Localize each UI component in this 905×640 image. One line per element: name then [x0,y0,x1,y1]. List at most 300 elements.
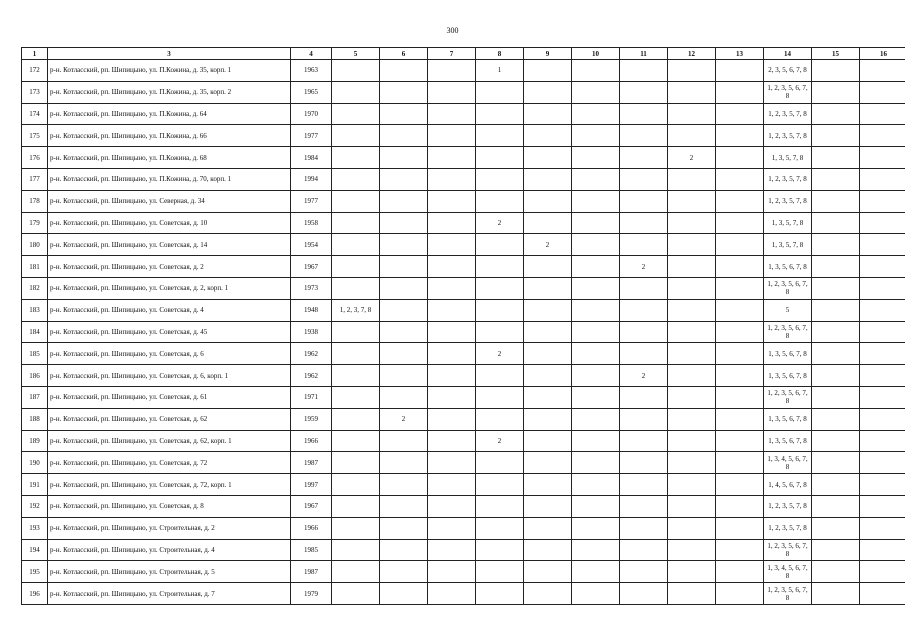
column-header: 3 [48,48,291,60]
value-cell-16 [860,495,905,517]
value-cell-16 [860,234,905,256]
value-cell-5 [332,277,380,299]
table-row [22,430,905,452]
value-cell-7 [428,408,476,430]
value-cell-15 [812,321,860,343]
value-cell-15 [812,365,860,387]
value-cell-11 [620,452,668,474]
value-cell-15 [812,583,860,605]
value-cell-13 [716,212,764,234]
address-cell: р-н. Котласский, рп. Шипицыно, ул. Строительная, д. 5 [48,561,291,583]
value-cell-6 [380,256,428,278]
value-cell-7 [428,365,476,387]
column-header: 16 [860,48,905,60]
value-cell-7 [428,277,476,299]
address-cell: р-н. Котласский, рп. Шипицыно, ул. Северная, д. 34 [48,190,291,212]
value-cell-16 [860,539,905,561]
table-row [22,343,905,365]
value-cell-14: 1, 3, 5, 7, 8 [764,212,812,234]
value-cell-9 [524,190,572,212]
value-cell-8 [476,103,524,125]
value-cell-11: 2 [620,365,668,387]
value-cell-7 [428,452,476,474]
value-cell-8 [476,408,524,430]
value-cell-13 [716,168,764,190]
row-number-cell: 181 [22,256,48,278]
value-cell-7 [428,517,476,539]
value-cell-8 [476,168,524,190]
value-cell-9 [524,365,572,387]
address-cell: р-н. Котласский, рп. Шипицыно, ул. П.Кожина, д. 35, корп. 1 [48,60,291,82]
address-cell: р-н. Котласский, рп. Шипицыно, ул. Советская, д. 8 [48,495,291,517]
year-cell: 1987 [291,561,332,583]
value-cell-10 [572,81,620,103]
column-header: 13 [716,48,764,60]
value-cell-13 [716,386,764,408]
value-cell-5 [332,168,380,190]
value-cell-15 [812,495,860,517]
value-cell-16 [860,212,905,234]
value-cell-13 [716,190,764,212]
column-header: 12 [668,48,716,60]
value-cell-6 [380,147,428,169]
value-cell-8 [476,190,524,212]
row-number-cell: 178 [22,190,48,212]
value-cell-7 [428,81,476,103]
address-cell: р-н. Котласский, рп. Шипицыно, ул. П.Кожина, д. 66 [48,125,291,147]
value-cell-9 [524,452,572,474]
value-cell-10 [572,517,620,539]
year-cell: 1959 [291,408,332,430]
value-cell-11 [620,125,668,147]
value-cell-6 [380,452,428,474]
value-cell-11 [620,277,668,299]
value-cell-10 [572,299,620,321]
year-cell: 1977 [291,125,332,147]
value-cell-6 [380,190,428,212]
value-cell-9 [524,212,572,234]
value-cell-9 [524,583,572,605]
value-cell-7 [428,343,476,365]
value-cell-14: 2, 3, 5, 6, 7, 8 [764,60,812,82]
value-cell-14: 1, 2, 3, 5, 6, 7, 8 [764,583,812,605]
column-header: 7 [428,48,476,60]
year-cell: 1963 [291,60,332,82]
value-cell-7 [428,474,476,496]
value-cell-10 [572,256,620,278]
address-cell: р-н. Котласский, рп. Шипицыно, ул. П.Кожина, д. 68 [48,147,291,169]
value-cell-6 [380,81,428,103]
value-cell-5 [332,60,380,82]
value-cell-10 [572,539,620,561]
value-cell-16 [860,256,905,278]
table-row [22,190,905,212]
value-cell-12 [668,234,716,256]
value-cell-15 [812,474,860,496]
value-cell-16 [860,125,905,147]
value-cell-12 [668,321,716,343]
value-cell-11 [620,386,668,408]
value-cell-11 [620,430,668,452]
value-cell-8 [476,561,524,583]
address-cell: р-н. Котласский, рп. Шипицыно, ул. Советская, д. 62, корп. 1 [48,430,291,452]
value-cell-9 [524,517,572,539]
address-cell: р-н. Котласский, рп. Шипицыно, ул. Советская, д. 45 [48,321,291,343]
row-number-cell: 173 [22,81,48,103]
year-cell: 1967 [291,256,332,278]
value-cell-14: 1, 3, 5, 7, 8 [764,147,812,169]
value-cell-8 [476,277,524,299]
value-cell-12 [668,583,716,605]
value-cell-15 [812,517,860,539]
value-cell-8 [476,321,524,343]
value-cell-6 [380,299,428,321]
value-cell-11 [620,234,668,256]
column-header: 6 [380,48,428,60]
value-cell-5 [332,321,380,343]
value-cell-11 [620,408,668,430]
value-cell-16 [860,190,905,212]
value-cell-15 [812,408,860,430]
value-cell-8 [476,452,524,474]
value-cell-10 [572,60,620,82]
year-cell: 1938 [291,321,332,343]
value-cell-15 [812,60,860,82]
address-cell: р-н. Котласский, рп. Шипицыно, ул. Советская, д. 4 [48,299,291,321]
value-cell-7 [428,583,476,605]
value-cell-10 [572,321,620,343]
table-row [22,517,905,539]
row-number-cell: 174 [22,103,48,125]
value-cell-5 [332,103,380,125]
value-cell-6 [380,234,428,256]
value-cell-15 [812,190,860,212]
value-cell-16 [860,60,905,82]
value-cell-11 [620,343,668,365]
value-cell-14: 5 [764,299,812,321]
value-cell-10 [572,125,620,147]
value-cell-12 [668,474,716,496]
column-header: 14 [764,48,812,60]
address-cell: р-н. Котласский, рп. Шипицыно, ул. Советская, д. 6 [48,343,291,365]
address-cell: р-н. Котласский, рп. Шипицыно, ул. П.Кожина, д. 70, корп. 1 [48,168,291,190]
value-cell-14: 1, 2, 3, 5, 6, 7, 8 [764,81,812,103]
value-cell-6 [380,539,428,561]
year-cell: 1977 [291,190,332,212]
address-cell: р-н. Котласский, рп. Шипицыно, ул. Советская, д. 2 [48,256,291,278]
table-row [22,495,905,517]
value-cell-5 [332,256,380,278]
value-cell-13 [716,343,764,365]
value-cell-15 [812,386,860,408]
year-cell: 1954 [291,234,332,256]
value-cell-16 [860,299,905,321]
value-cell-13 [716,103,764,125]
value-cell-8 [476,256,524,278]
address-cell: р-н. Котласский, рп. Шипицыно, ул. Строительная, д. 7 [48,583,291,605]
row-number-cell: 187 [22,386,48,408]
value-cell-10 [572,452,620,474]
value-cell-14: 1, 2, 3, 5, 7, 8 [764,517,812,539]
value-cell-6 [380,583,428,605]
row-number-cell: 190 [22,452,48,474]
value-cell-15 [812,343,860,365]
value-cell-13 [716,365,764,387]
value-cell-16 [860,430,905,452]
value-cell-12 [668,343,716,365]
year-cell: 1967 [291,495,332,517]
value-cell-16 [860,474,905,496]
value-cell-5 [332,561,380,583]
year-cell: 1994 [291,168,332,190]
value-cell-12 [668,517,716,539]
value-cell-12 [668,408,716,430]
value-cell-12 [668,125,716,147]
value-cell-13 [716,474,764,496]
address-cell: р-н. Котласский, рп. Шипицыно, ул. Советская, д. 10 [48,212,291,234]
value-cell-14: 1, 2, 3, 5, 6, 7, 8 [764,539,812,561]
row-number-cell: 192 [22,495,48,517]
value-cell-9 [524,277,572,299]
value-cell-5 [332,343,380,365]
value-cell-11 [620,103,668,125]
value-cell-8 [476,583,524,605]
value-cell-10 [572,365,620,387]
value-cell-15 [812,103,860,125]
value-cell-8 [476,125,524,147]
value-cell-12 [668,430,716,452]
value-cell-12 [668,452,716,474]
value-cell-6 [380,474,428,496]
value-cell-11 [620,190,668,212]
value-cell-10 [572,190,620,212]
value-cell-5 [332,81,380,103]
value-cell-14: 1, 2, 3, 5, 7, 8 [764,125,812,147]
year-cell: 1966 [291,430,332,452]
value-cell-9 [524,103,572,125]
value-cell-13 [716,60,764,82]
value-cell-5 [332,430,380,452]
value-cell-5 [332,125,380,147]
row-number-cell: 191 [22,474,48,496]
value-cell-6 [380,212,428,234]
row-number-cell: 175 [22,125,48,147]
table-row [22,81,905,103]
value-cell-13 [716,539,764,561]
value-cell-16 [860,386,905,408]
value-cell-9 [524,81,572,103]
value-cell-9 [524,147,572,169]
table-row [22,103,905,125]
value-cell-8: 2 [476,430,524,452]
value-cell-10 [572,561,620,583]
value-cell-13 [716,234,764,256]
value-cell-8: 1 [476,60,524,82]
value-cell-5 [332,474,380,496]
year-cell: 1987 [291,452,332,474]
value-cell-10 [572,583,620,605]
value-cell-13 [716,561,764,583]
year-cell: 1971 [291,386,332,408]
value-cell-16 [860,103,905,125]
value-cell-7 [428,60,476,82]
value-cell-8 [476,517,524,539]
value-cell-7 [428,299,476,321]
column-header: 1 [22,48,48,60]
row-number-cell: 183 [22,299,48,321]
value-cell-11 [620,212,668,234]
value-cell-15 [812,81,860,103]
value-cell-14: 1, 3, 5, 6, 7, 8 [764,365,812,387]
value-cell-9 [524,386,572,408]
value-cell-8: 2 [476,212,524,234]
value-cell-12 [668,168,716,190]
value-cell-8 [476,539,524,561]
table-row [22,408,905,430]
value-cell-13 [716,81,764,103]
table-row [22,561,905,583]
value-cell-10 [572,495,620,517]
address-cell: р-н. Котласский, рп. Шипицыно, ул. Советская, д. 62 [48,408,291,430]
value-cell-13 [716,430,764,452]
row-number-cell: 177 [22,168,48,190]
value-cell-7 [428,103,476,125]
value-cell-11 [620,168,668,190]
value-cell-6 [380,430,428,452]
value-cell-7 [428,495,476,517]
address-cell: р-н. Котласский, рп. Шипицыно, ул. Советская, д. 14 [48,234,291,256]
table-row [22,474,905,496]
value-cell-8 [476,474,524,496]
value-cell-16 [860,321,905,343]
value-cell-14: 1, 3, 5, 7, 8 [764,234,812,256]
address-cell: р-н. Котласский, рп. Шипицыно, ул. Советская, д. 72, корп. 1 [48,474,291,496]
value-cell-7 [428,430,476,452]
value-cell-16 [860,583,905,605]
value-cell-5 [332,234,380,256]
value-cell-10 [572,234,620,256]
value-cell-13 [716,147,764,169]
value-cell-11 [620,81,668,103]
value-cell-9 [524,474,572,496]
value-cell-11 [620,147,668,169]
table-row [22,256,905,278]
value-cell-5 [332,190,380,212]
value-cell-14: 1, 3, 4, 5, 6, 7, 8 [764,452,812,474]
value-cell-14: 1, 2, 3, 5, 7, 8 [764,168,812,190]
address-cell: р-н. Котласский, рп. Шипицыно, ул. Советская, д. 61 [48,386,291,408]
value-cell-14: 1, 3, 5, 6, 7, 8 [764,430,812,452]
value-cell-12 [668,103,716,125]
value-cell-13 [716,517,764,539]
address-cell: р-н. Котласский, рп. Шипицыно, ул. Строительная, д. 2 [48,517,291,539]
table-row [22,321,905,343]
value-cell-14: 1, 2, 3, 5, 6, 7, 8 [764,321,812,343]
value-cell-16 [860,81,905,103]
value-cell-13 [716,321,764,343]
value-cell-9 [524,343,572,365]
value-cell-11 [620,561,668,583]
value-cell-12 [668,365,716,387]
table-row [22,299,905,321]
value-cell-14: 1, 2, 3, 5, 6, 7, 8 [764,277,812,299]
value-cell-7 [428,147,476,169]
value-cell-12 [668,561,716,583]
value-cell-6 [380,277,428,299]
value-cell-5 [332,452,380,474]
value-cell-10 [572,408,620,430]
value-cell-6 [380,125,428,147]
value-cell-5 [332,147,380,169]
value-cell-6 [380,561,428,583]
value-cell-8 [476,386,524,408]
value-cell-6 [380,386,428,408]
value-cell-5 [332,386,380,408]
value-cell-10 [572,103,620,125]
value-cell-6 [380,168,428,190]
value-cell-11 [620,495,668,517]
value-cell-11 [620,60,668,82]
year-cell: 1958 [291,212,332,234]
value-cell-8 [476,81,524,103]
value-cell-6 [380,343,428,365]
value-cell-16 [860,561,905,583]
table-row [22,539,905,561]
value-cell-9 [524,561,572,583]
value-cell-6 [380,517,428,539]
value-cell-9 [524,60,572,82]
table-row [22,452,905,474]
year-cell: 1965 [291,81,332,103]
value-cell-8 [476,365,524,387]
value-cell-15 [812,277,860,299]
value-cell-12 [668,212,716,234]
value-cell-7 [428,190,476,212]
value-cell-10 [572,343,620,365]
value-cell-9 [524,495,572,517]
value-cell-6: 2 [380,408,428,430]
value-cell-13 [716,583,764,605]
address-cell: р-н. Котласский, рп. Шипицыно, ул. Советская, д. 6, корп. 1 [48,365,291,387]
row-number-cell: 179 [22,212,48,234]
column-header: 15 [812,48,860,60]
value-cell-13 [716,125,764,147]
value-cell-8 [476,234,524,256]
value-cell-5 [332,408,380,430]
value-cell-7 [428,539,476,561]
value-cell-7 [428,256,476,278]
value-cell-8 [476,495,524,517]
value-cell-13 [716,495,764,517]
value-cell-11 [620,539,668,561]
year-cell: 1997 [291,474,332,496]
value-cell-12 [668,277,716,299]
value-cell-11 [620,583,668,605]
row-number-cell: 194 [22,539,48,561]
year-cell: 1962 [291,343,332,365]
value-cell-14: 1, 4, 5, 6, 7, 8 [764,474,812,496]
value-cell-16 [860,365,905,387]
value-cell-12 [668,386,716,408]
row-number-cell: 172 [22,60,48,82]
value-cell-10 [572,277,620,299]
table-row [22,234,905,256]
value-cell-12 [668,60,716,82]
value-cell-9 [524,430,572,452]
value-cell-7 [428,125,476,147]
value-cell-13 [716,256,764,278]
address-cell: р-н. Котласский, рп. Шипицыно, ул. П.Кожина, д. 35, корп. 2 [48,81,291,103]
